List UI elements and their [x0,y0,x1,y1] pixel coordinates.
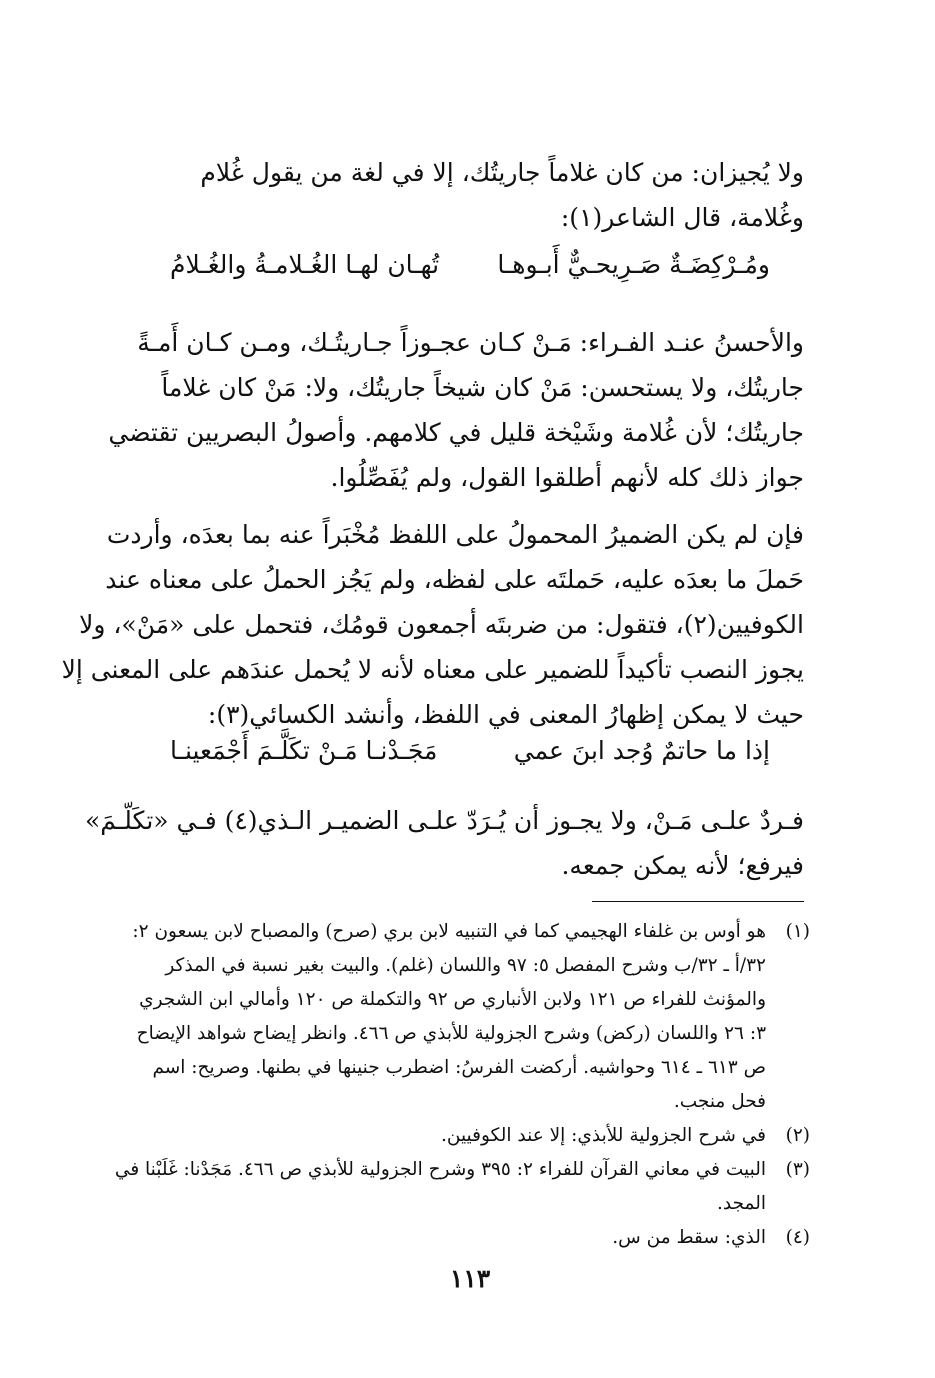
footnote-text [115,1153,766,1221]
text-line: جاريتُك؛ لأن غُلامة وشَيْخة قليل في كلامهم. وأصولُ البصريين تقتضي [108,418,804,447]
footnote-text [132,1119,766,1153]
footnotes-section [114,915,810,1255]
footnote-line: البيت في معاني القرآن للفراء ٢: ٣٩٥ وشرح الجزولية للأبذي ص ٤٦٦. مَجَدْنا: غَلَبْنا في [114,1159,766,1180]
verse-second-hemistich: مَجَـدْنـا مَـنْ تكَلَّـمَ أَجْمَعينـا [170,736,438,765]
text-line: حيث لا يمكن إظهارُ المعنى في اللفظ، وأنشد الكسائي(٣): [207,700,804,729]
text-line: فيرفع؛ لأنه يمكن جمعه. [561,851,804,880]
footnote-2 [132,1119,810,1153]
text-line: فـردٌ علـى مَـنْ، ولا يجـوز أن يُـرَدّ علـى الضميـر الـذي(٤) فـي «تكَلّـمَ» [85,806,804,835]
footnote-line: الذي: سقط من س. [612,1227,766,1248]
footnote-line: المجد. [716,1193,766,1214]
text-line: يجوز النصب تأكيداً للضمير على معناه لأنه لا يُحمل عندَهم على المعنى إلا [61,655,804,684]
text-line: حَملَ ما بعدَه عليه، حَملتَه على لفظه، ولم يَجُز الحملُ على معناه عند [105,565,804,594]
footnote-1 [132,915,810,1119]
footnote-text [132,915,766,1119]
text-line: الكوفيين(٢)، فتقول: من ضربتَه أجمعون قومُك، فتحمل على «مَنْ»، ولا [79,610,804,639]
text-line: والأحسنُ عنـد الفـراء: مَـنْ كـان عجـوزاً جـاريتُـك، ومـن كـان أَمـةً [137,328,804,357]
verse-second-hemistich: تُهـان لهـا الغُـلامـةُ والغُـلامُ [170,250,440,279]
text-line: وغُلامة، قال الشاعر(١): [560,203,804,232]
paragraph-4 [85,798,804,888]
text-line: ولا يُجيزان: من كان غلاماً جاريتُك، إلا في لغة من يقول غُلام [200,158,804,187]
footnote-number: (٣) [785,1159,810,1180]
verse-first-hemistich: ومُـرْكِضَـةٌ صَـرِيحـيٌّ أَبـوهـا [497,250,770,279]
footnote-number: (٢) [785,1125,810,1146]
footnote-line: هو أوس بن غلفاء الهجيمي كما في التنبيه لابن بري (صرح) والمصباح لابن يسعون ٢: [132,921,766,942]
footnote-3 [114,1153,810,1221]
footnote-text [132,1221,766,1255]
footnote-number: (١) [785,921,810,942]
footnote-line: في شرح الجزولية للأبذي: إلا عند الكوفيين. [441,1125,766,1146]
paragraph-1 [132,150,804,240]
poetry-verse-2 [170,736,770,765]
footnote-4 [132,1221,810,1255]
footnote-line: ٣٢/أ ـ ٣٢/ب وشرح المفصل ٥: ٩٧ واللسان (غلم). والبيت بغير نسبة في المذكر [165,955,766,976]
footnote-line: ٣: ٢٦ واللسان (ركض) وشرح الجزولية للأبذي ص ٤٦٦. وانظر إيضاح شواهد الإيضاح [136,1023,766,1044]
text-line: جواز ذلك كله لأنهم أطلقوا القول، ولم يُفَصِّلُوا. [330,463,804,492]
footnote-line: ص ٦١٣ ـ ٦١٤ وحواشيه. أركضت الفرسُ: اضطرب جنينها في بطنها. وصريح: اسم [152,1057,766,1078]
footnote-line: فحل منجب. [673,1091,766,1112]
footnote-separator [592,901,804,902]
verse-first-hemistich: إذا ما حاتمٌ وُجد ابنَ عمي [513,736,770,765]
text-line: فإن لم يكن الضميرُ المحمولُ على اللفظ مُخْبَراً عنه بما بعدَه، وأردت [106,520,804,549]
poetry-verse-1 [170,250,770,279]
footnote-number: (٤) [785,1227,810,1248]
footnote-line: والمؤنث للفراء ص ١٢١ ولابن الأنباري ص ٩٢ والتكملة ص ١٢٠ وأمالي ابن الشجري [139,989,766,1010]
page-number: ١١٣ [449,1264,491,1293]
paragraph-3 [61,512,804,737]
text-line: جاريتُك، ولا يستحسن: مَنْ كان شيخاً جاريتُك، ولا: مَنْ كان غلاماً [161,373,804,402]
paragraph-2 [108,320,804,500]
